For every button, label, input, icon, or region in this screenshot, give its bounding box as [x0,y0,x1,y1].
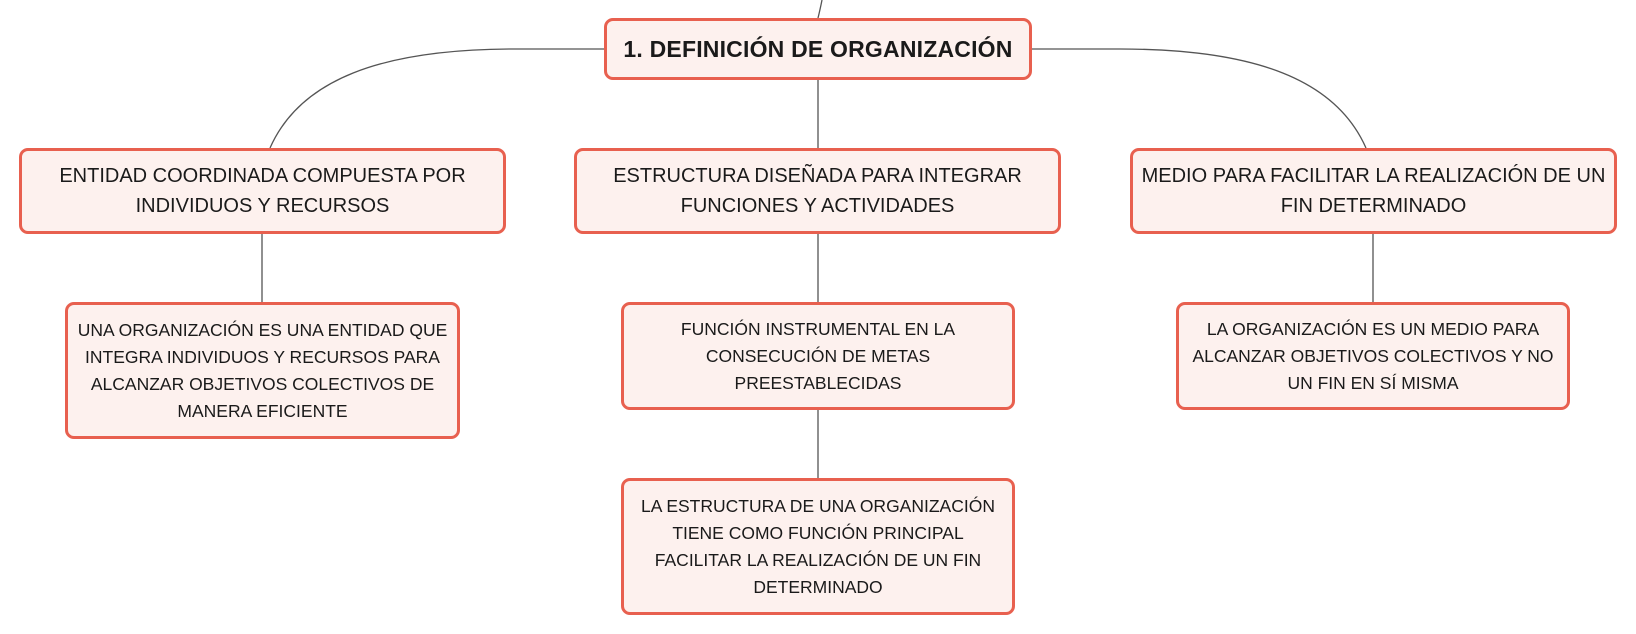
subtopic-medio-objetivos[interactable] [1176,302,1570,410]
connector-root-left [270,49,604,148]
topic-label: MEDIO PARA FACILITAR LA REALIZACIÓN DE UN FIN DETERMINADO [1141,165,1606,217]
subtopic-label: UNA ORGANIZACIÓN ES UNA ENTIDAD QUE INTEGRA INDIVIDUOS Y RECURSOS PARA ALCANZAR OBJETIVOS COLECTIVOS DE MANERA EFICIENTE [77,319,448,421]
connector-root-right [1032,49,1366,148]
subtopic-label: FUNCIÓN INSTRUMENTAL EN LA CONSECUCIÓN DE METAS PREESTABLECIDAS [680,318,956,393]
topic-label: ENTIDAD COORDINADA COMPUESTA POR INDIVIDUOS Y RECURSOS [59,165,466,217]
topic-medio-para-facilitar[interactable] [1130,148,1617,234]
subtopic-funcion-instrumental[interactable] [621,302,1015,410]
subtopic-label: LA ORGANIZACIÓN ES UN MEDIO PARA ALCANZAR OBJETIVOS COLECTIVOS Y NO UN FIN EN SÍ MISMA [1192,318,1554,393]
subtopic-label: LA ESTRUCTURA DE UNA ORGANIZACIÓN TIENE COMO FUNCIÓN PRINCIPAL FACILITAR LA REALIZACIÓN DE UN FIN DETERMINADO [641,495,995,597]
topic-entidad-coordinada[interactable] [19,148,506,234]
topic-estructura-disenada[interactable] [574,148,1061,234]
topic-label: ESTRUCTURA DISEÑADA PARA INTEGRAR FUNCIONES Y ACTIVIDADES [613,165,1022,217]
root-topic[interactable] [604,18,1032,80]
connector-incoming [818,0,822,18]
subtopic-estructura-funcion-principal[interactable] [621,478,1015,615]
root-topic-label: 1. DEFINICIÓN DE ORGANIZACIÓN [623,35,1013,62]
subtopic-entidad-definicion[interactable] [65,302,460,439]
